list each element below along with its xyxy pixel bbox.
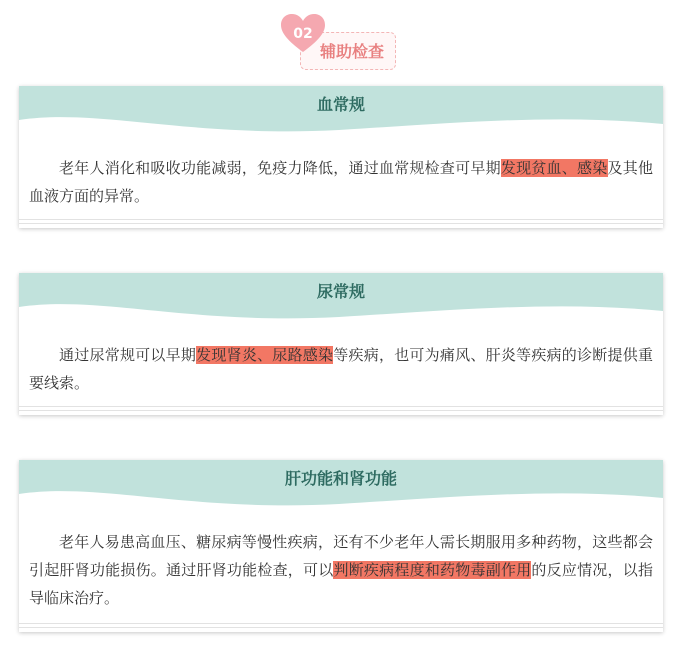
card-title: 血常规 (316, 95, 365, 114)
card-urine-test (19, 273, 663, 415)
card-header (19, 460, 663, 512)
highlight-text: 发现肾炎、尿路感染 (196, 346, 334, 364)
text-before: 通过尿常规可以早期 (59, 346, 197, 364)
card-footer-lines (19, 406, 663, 415)
section-number: 02 (293, 26, 313, 42)
card-footer-lines (19, 623, 663, 632)
highlight-text: 判断疾病程度和药物毒副作用 (333, 561, 532, 579)
card-blood-test (19, 86, 663, 228)
card-header (19, 86, 663, 138)
text-after: 及其他血液方面的异常。 (29, 159, 653, 205)
highlight-text: 发现贫血、感染 (500, 159, 608, 177)
section-badge (276, 8, 406, 72)
text-before: 老年人消化和吸收功能减弱，免疫力降低，通过血常规检查可早期 (59, 159, 501, 177)
section-title: 辅助检查 (320, 42, 385, 61)
card-header (19, 273, 663, 325)
card-text (19, 138, 663, 210)
card-text (19, 325, 663, 397)
card-footer-lines (19, 219, 663, 228)
text-before: 老年人易患高血压、糖尿病等慢性疾病，还有不少老年人需长期服用多种药物，这些都会引起肝肾功能损伤。通过肝肾功能检查，可以 (29, 533, 653, 579)
card-liver-kidney-test (19, 460, 663, 632)
card-title: 肝功能和肾功能 (284, 469, 397, 488)
text-after: 的反应情况，以指导临床治疗。 (29, 561, 653, 607)
card-text (19, 512, 663, 612)
text-after: 等疾病，也可为痛风、肝炎等疾病的诊断提供重要线索。 (29, 346, 653, 392)
card-title: 尿常规 (316, 282, 365, 301)
